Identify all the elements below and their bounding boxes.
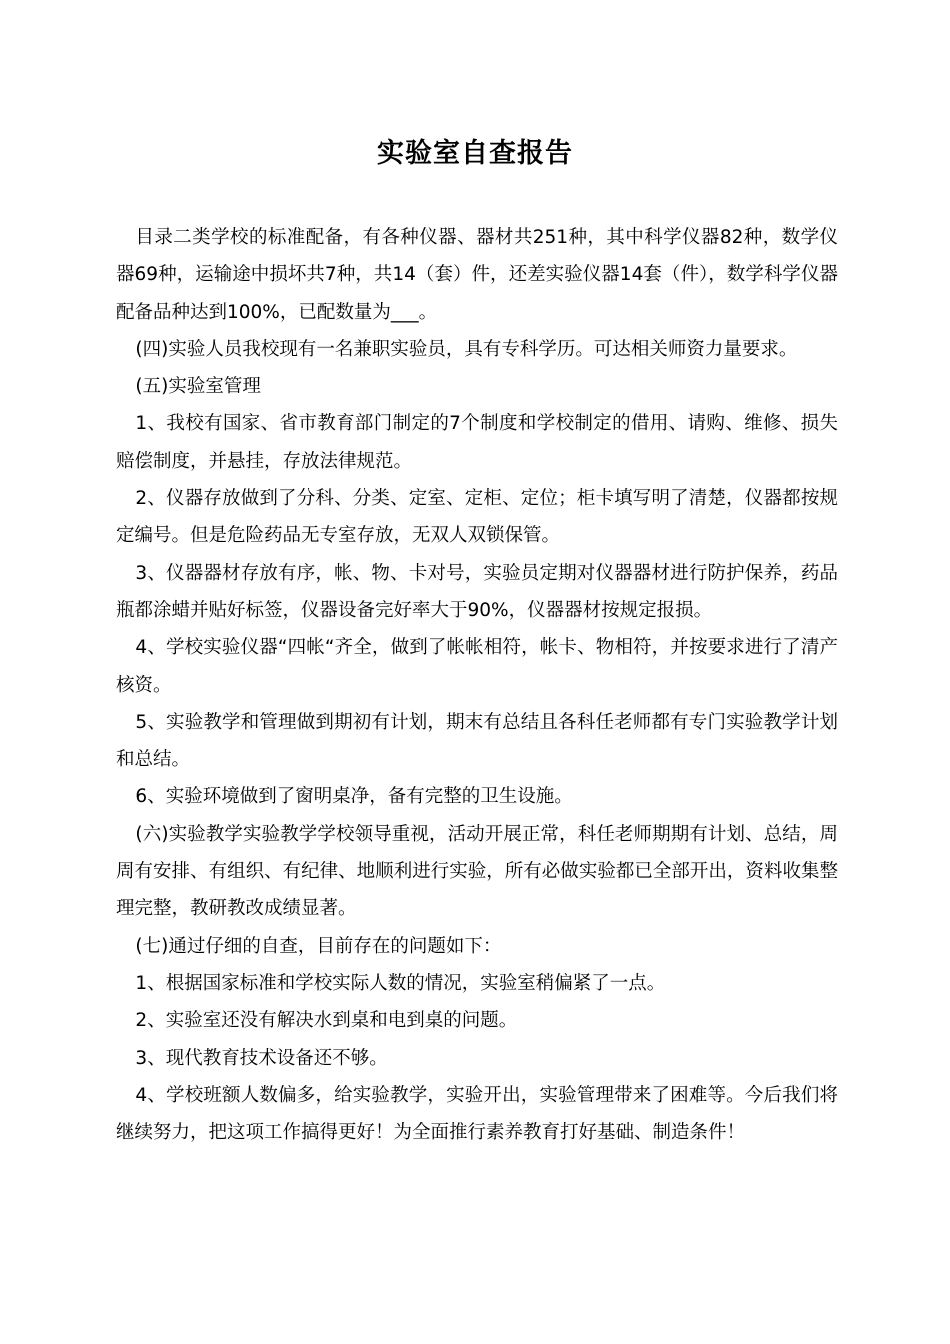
paragraph-management-item-4: 4、学校实验仪器“四帐“齐全，做到了帐帐相符，帐卡、物相符，并按要求进行了清产核资。 (116, 637, 838, 696)
paragraph-management-item-5: 5、实验教学和管理做到期初有计划，期末有总结且各科任老师都有专门实验教学计划和总结。 (116, 711, 838, 771)
paragraph-problem-item-4: 4、学校班额人数偏多，给实验教学，实验开出，实验管理带来了困难等。今后我们将继续努力，把这项工作搞得更好！为全面推行素养教育打好基础、制造条件！ (116, 1084, 838, 1144)
document-title: 实验室自查报告 (377, 138, 573, 169)
paragraph-problem-item-3: 3、现代教育技术设备还不够。 (135, 1047, 388, 1069)
paragraph-management-item-1: 1、我校有国家、省市教育部门制定的7个制度和学校制定的借用、请购、维修、损失赔偿制度，并悬挂，存放法律规范。 (116, 413, 838, 472)
paragraph-equipment-inventory: 目录二类学校的标准配备，有各种仪器、器材共251种，其中科学仪器82种，数学仪器69种，运输途中损坏共7种，共14（套）件，还差实验仪器14套（件），数学科学仪器配备品种达到100%，已配数量为___。 (116, 227, 838, 323)
paragraph-management-item-3: 3、仪器器材存放有序，帐、物、卡对号，实验员定期对仪器器材进行防护保养，药品瓶都涂蜡并贴好标签，仪器设备完好率大于90%，仪器器材按规定报损。 (116, 562, 838, 621)
paragraph-section-4-staff: (四)实验人员我校现有一名兼职实验员，具有专科学历。可达相关师资力量要求。 (135, 338, 798, 360)
paragraph-section-5-heading: (五)实验室管理 (135, 376, 261, 398)
paragraph-section-7-heading: (七)通过仔细的自查，目前存在的问题如下： (135, 935, 502, 957)
paragraph-management-item-2: 2、仪器存放做到了分科、分类、定室、定柜、定位；柜卡填写明了清楚，仪器都按规定编号。但是危险药品无专室存放，无双人双锁保管。 (116, 488, 838, 547)
paragraph-management-item-6: 6、实验环境做到了窗明桌净，备有完整的卫生设施。 (135, 786, 573, 808)
paragraph-problem-item-2: 2、实验室还没有解决水到桌和电到桌的问题。 (135, 1010, 518, 1032)
paragraph-section-6-teaching: (六)实验教学实验教学学校领导重视，活动开展正常，科任老师期期有计划、总结，周周有安排、有组织、有纪律、地顺利进行实验，所有必做实验都已全部开出，资料收集整理完整，教研教改成绩显著。 (116, 823, 838, 920)
paragraph-problem-item-1: 1、根据国家标准和学校实际人数的情况，实验室稍偏紧了一点。 (135, 972, 666, 994)
document-body (116, 219, 838, 1151)
